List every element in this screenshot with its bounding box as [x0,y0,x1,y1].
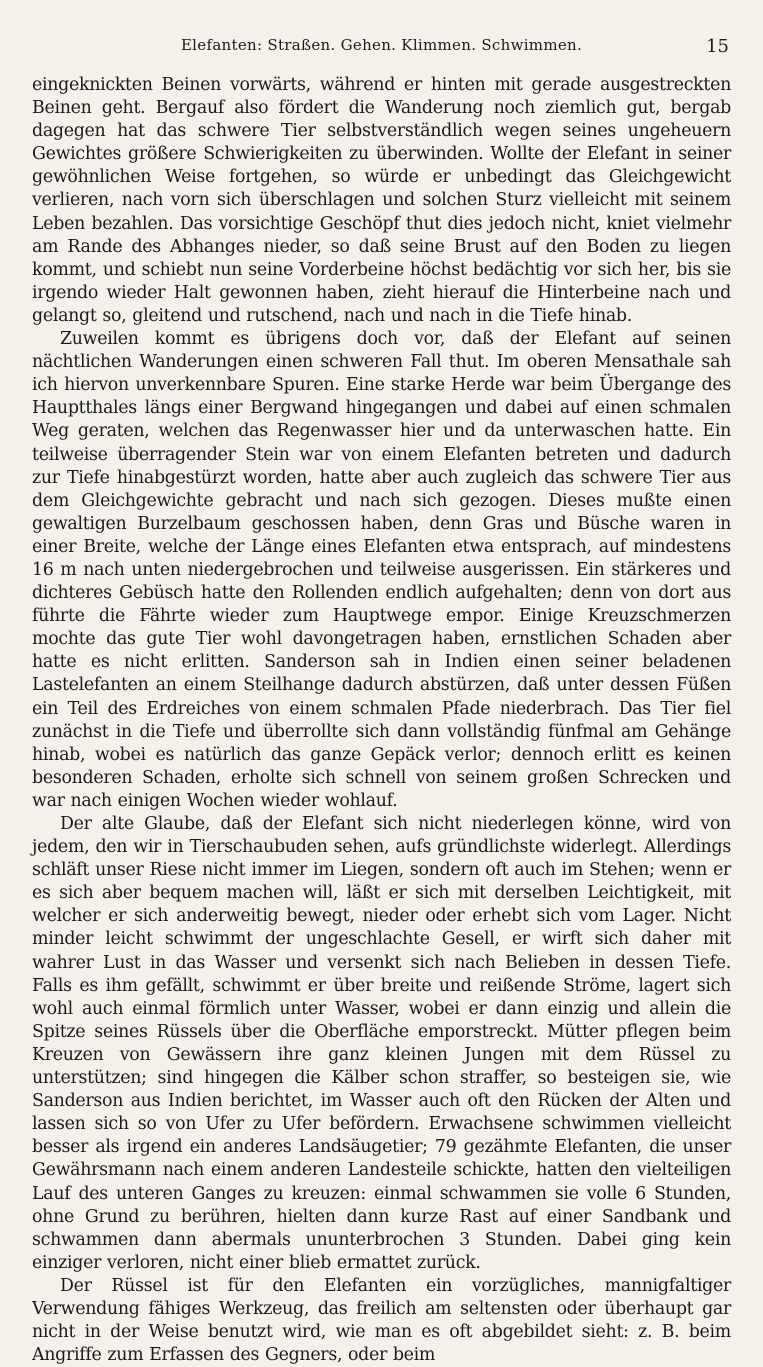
paragraph-2: Zuweilen kommt es übrigens doch vor, daß der Elefant auf seinen nächtlichen Wanderungen einen schweren Fall thut. Im oberen Mensathale sah ich hiervon unverkennbare Spuren. Eine starke Herde war beim Übergange des Hauptthales längs einer Bergwand hingegangen und dabei auf einen schmalen Weg geraten, welchen das Regenwasser hier und da unterwaschen hatte. Ein teilweise überragender Stein war von einem Elefanten betreten und dadurch zur Tiefe hinabgestürzt worden, hatte aber auch zugleich das schwere Tier aus dem Gleichgewichte gebracht und nach sich gezogen. Dieses mußte einen gewaltigen Burzelbaum geschossen haben, denn Gras und Büsche waren in einer Breite, welche der Länge eines Elefanten etwa entsprach, auf mindestens 16 m nach unten niedergebrochen und teilweise ausgerissen. Ein stärkeres und dichteres Gebüsch hatte den Rollenden endlich aufgehalten; denn von dort aus führte die Fährte wieder zum Hauptwege empor. Einige Kreuzschmerzen mochte das gute Tier wohl davongetragen haben, ernstlichen Schaden aber hatte es nicht erlitten. Sanderson sah in Indien einen seiner beladenen Lastelefanten an einem Steilhange dadurch abstürzen, daß unter dessen Füßen ein Teil des Erdreiches von einem schmalen Pfade niederbrach. Das Tier fiel zunächst in die Tiefe und überrollte sich dann vollständig fünfmal am Gehänge hinab, wobei es natürlich das ganze Gepäck verlor; dennoch erlitt es keinen besonderen Schaden, erholte sich schnell von seinem großen Schrecken und war nach einigen Wochen wieder wohlauf. [32,329,731,811]
paragraph-3: Der alte Glaube, daß der Elefant sich nicht niederlegen könne, wird von jedem, den wir in Tierschaubuden sehen, aufs gründlichste widerlegt. Allerdings schläft unser Riese nicht immer im Liegen, sondern oft auch im Stehen; wenn er es sich aber bequem machen will, läßt er sich mit derselben Leichtigkeit, mit welcher er sich anderweitig bewegt, nieder oder erhebt sich vom Lager. Nicht minder leicht schwimmt der ungeschlachte Gesell, er wirft sich daher mit wahrer Lust in das Wasser und versenkt sich nach Belieben in dessen Tiefe. Falls es ihm gefällt, schwimmt er über breite und reißende Ströme, lagert sich wohl auch einmal förmlich unter Wasser, wobei er dann einzig und allein die Spitze seines Rüssels über die Oberfläche emporstreckt. Mütter pflegen beim Kreuzen von Gewässern ihre ganz kleinen Jungen mit dem Rüssel zu unterstützen; sind hingegen die Kälber schon straffer, so besteigen sie, wie Sanderson aus Indien berichtet, im Wasser auch oft den Rücken der Alten und lassen sich so von Ufer zu Ufer befördern. Erwachsene schwimmen vielleicht besser als irgend ein anderes Landsäugetier; 79 gezähmte Elefanten, die unser Gewährsmann nach einem anderen Landesteile schickte, hatten den vielteiligen Lauf des unteren Ganges zu kreuzen: einmal schwammen sie volle 6 Stunden, ohne Grund zu berühren, hielten dann kurze Rast auf einer Sandbank und schwammen dann abermals ununterbrochen 3 Stunden. Dabei ging kein einziger verloren, nicht einer blieb ermattet zurück. [32,814,731,1273]
paragraph-4: Der Rüssel ist für den Elefanten ein vorzügliches, mannigfaltiger Verwendung fähiges Werkzeug, das freilich am seltensten oder überhaupt gar nicht in der Weise benutzt wird, wie man es oft abgebildet sieht: z. B. beim Angriffe zum Erfassen des Gegners, oder beim [32,1275,731,1366]
body-text [32,74,731,1367]
paragraph-1: eingeknickten Beinen vorwärts, während er hinten mit gerade ausgestreckten Beinen geht. Bergauf also fördert die Wanderung noch ziemlich gut, bergab dagegen hat das schwere Tier selbstverständlich wegen seines ungeheuern Gewichtes größere Schwierigkeiten zu überwinden. Wollte der Elefant in seiner gewöhnlichen Weise fortgehen, so würde er unbedingt das Gleichgewicht verlieren, nach vorn sich überschlagen und solchen Sturz vielleicht mit seinem Leben bezahlen. Das vorsichtige Geschöpf thut dies jedoch nicht, kniet vielmehr am Rande des Abhanges nieder, so daß seine Brust auf den Boden zu liegen kommt, und schiebt nun seine Vorderbeine höchst bedächtig vor sich her, bis sie irgendo wieder Halt gewonnen haben, zieht hierauf die Hinterbeine nach und gelangt so, gleitend und rutschend, nach und nach in die Tiefe hinab. [32,75,731,326]
page-header [32,36,731,66]
page-number: 15 [706,36,729,57]
running-title: Elefanten: Straßen. Gehen. Klimmen. Schwimmen. [180,36,583,54]
